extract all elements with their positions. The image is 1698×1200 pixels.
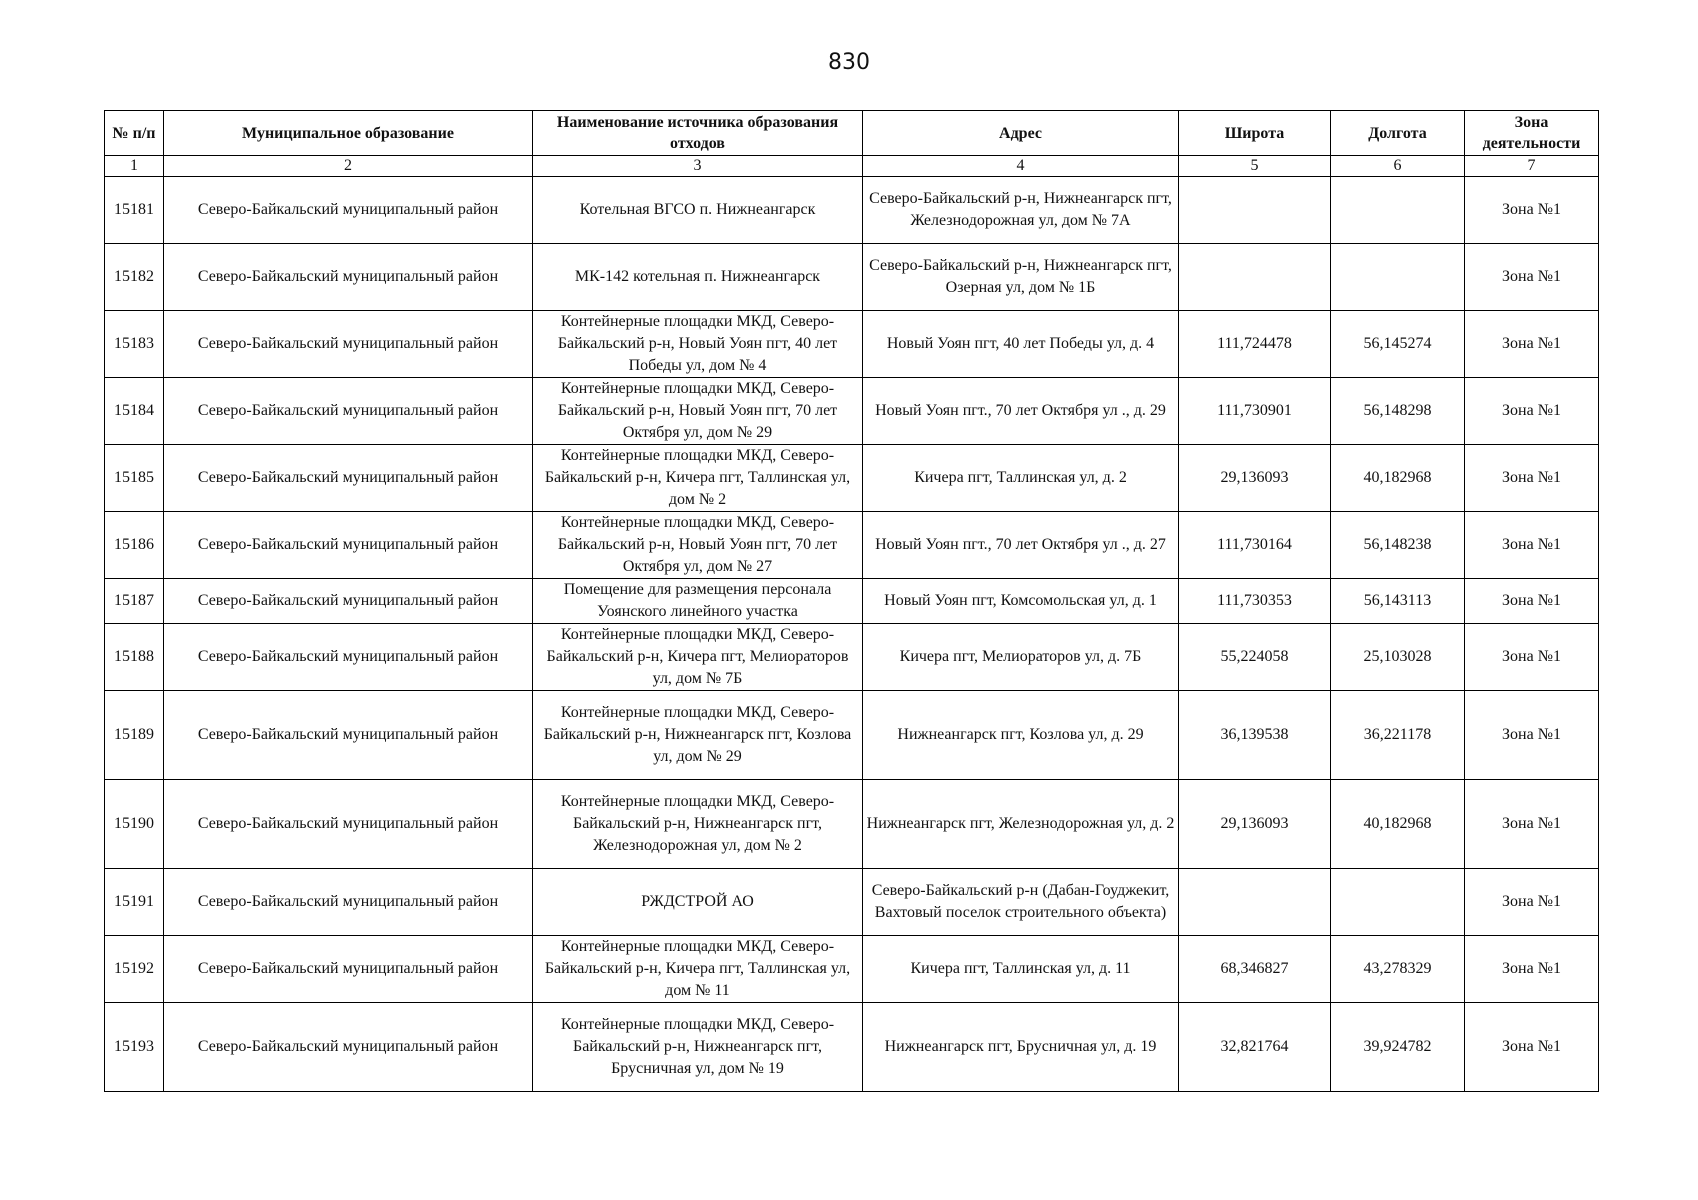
header-cell: Долгота bbox=[1331, 111, 1465, 156]
table-row bbox=[105, 624, 1599, 691]
municipality-cell: Северо-Байкальский муниципальный район bbox=[164, 936, 533, 1003]
header-cell: Адрес bbox=[863, 111, 1179, 156]
address-cell: Северо-Байкальский р-н, Нижнеангарск пгт, Озерная ул, дом № 1Б bbox=[863, 244, 1179, 311]
longitude-cell bbox=[1331, 244, 1465, 311]
latitude-cell: 55,224058 bbox=[1179, 624, 1331, 691]
municipality-cell: Северо-Байкальский муниципальный район bbox=[164, 624, 533, 691]
latitude-cell bbox=[1179, 177, 1331, 244]
municipality-cell: Северо-Байкальский муниципальный район bbox=[164, 780, 533, 869]
longitude-cell: 36,221178 bbox=[1331, 691, 1465, 780]
table-row bbox=[105, 512, 1599, 579]
municipality-cell: Северо-Байкальский муниципальный район bbox=[164, 579, 533, 624]
header-cell: Зона деятельности bbox=[1465, 111, 1599, 156]
latitude-cell: 111,724478 bbox=[1179, 311, 1331, 378]
waste-sources-table bbox=[104, 110, 1599, 1092]
zone-cell: Зона №1 bbox=[1465, 311, 1599, 378]
column-number: 6 bbox=[1331, 156, 1465, 177]
header-cell: Наименование источника образования отходов bbox=[533, 111, 863, 156]
row-number: 15192 bbox=[105, 936, 164, 1003]
table-row bbox=[105, 445, 1599, 512]
column-number: 1 bbox=[105, 156, 164, 177]
table-header-row bbox=[105, 111, 1599, 156]
latitude-cell bbox=[1179, 244, 1331, 311]
municipality-cell: Северо-Байкальский муниципальный район bbox=[164, 244, 533, 311]
column-number: 3 bbox=[533, 156, 863, 177]
source-cell: РЖДСТРОЙ АО bbox=[533, 869, 863, 936]
latitude-cell: 32,821764 bbox=[1179, 1003, 1331, 1092]
latitude-cell: 29,136093 bbox=[1179, 445, 1331, 512]
zone-cell: Зона №1 bbox=[1465, 869, 1599, 936]
column-number: 4 bbox=[863, 156, 1179, 177]
longitude-cell: 56,145274 bbox=[1331, 311, 1465, 378]
latitude-cell: 111,730353 bbox=[1179, 579, 1331, 624]
row-number: 15184 bbox=[105, 378, 164, 445]
column-number: 2 bbox=[164, 156, 533, 177]
address-cell: Кичера пгт, Таллинская ул, д. 11 bbox=[863, 936, 1179, 1003]
source-cell: Котельная ВГСО п. Нижнеангарск bbox=[533, 177, 863, 244]
zone-cell: Зона №1 bbox=[1465, 579, 1599, 624]
longitude-cell bbox=[1331, 869, 1465, 936]
row-number: 15181 bbox=[105, 177, 164, 244]
table-row bbox=[105, 780, 1599, 869]
source-cell: Контейнерные площадки МКД, Северо-Байкальский р-н, Кичера пгт, Таллинская ул, дом № 2 bbox=[533, 445, 863, 512]
source-cell: Контейнерные площадки МКД, Северо-Байкальский р-н, Нижнеангарск пгт, Брусничная ул, дом № 19 bbox=[533, 1003, 863, 1092]
table-row bbox=[105, 1003, 1599, 1092]
row-number: 15188 bbox=[105, 624, 164, 691]
source-cell: Контейнерные площадки МКД, Северо-Байкальский р-н, Новый Уоян пгт, 70 лет Октября ул, дом № 29 bbox=[533, 378, 863, 445]
longitude-cell: 56,148298 bbox=[1331, 378, 1465, 445]
row-number: 15183 bbox=[105, 311, 164, 378]
source-cell: Контейнерные площадки МКД, Северо-Байкальский р-н, Нижнеангарск пгт, Железнодорожная ул, дом № 2 bbox=[533, 780, 863, 869]
municipality-cell: Северо-Байкальский муниципальный район bbox=[164, 869, 533, 936]
address-cell: Новый Уоян пгт., 70 лет Октября ул ., д. 29 bbox=[863, 378, 1179, 445]
page-number: 830 bbox=[828, 50, 870, 75]
municipality-cell: Северо-Байкальский муниципальный район bbox=[164, 311, 533, 378]
municipality-cell: Северо-Байкальский муниципальный район bbox=[164, 445, 533, 512]
address-cell: Нижнеангарск пгт, Брусничная ул, д. 19 bbox=[863, 1003, 1179, 1092]
latitude-cell: 111,730901 bbox=[1179, 378, 1331, 445]
row-number: 15193 bbox=[105, 1003, 164, 1092]
latitude-cell: 111,730164 bbox=[1179, 512, 1331, 579]
longitude-cell: 25,103028 bbox=[1331, 624, 1465, 691]
longitude-cell bbox=[1331, 177, 1465, 244]
table-row bbox=[105, 936, 1599, 1003]
zone-cell: Зона №1 bbox=[1465, 780, 1599, 869]
municipality-cell: Северо-Байкальский муниципальный район bbox=[164, 177, 533, 244]
latitude-cell bbox=[1179, 869, 1331, 936]
table-row bbox=[105, 869, 1599, 936]
zone-cell: Зона №1 bbox=[1465, 936, 1599, 1003]
row-number: 15182 bbox=[105, 244, 164, 311]
table-row bbox=[105, 177, 1599, 244]
address-cell: Кичера пгт, Таллинская ул, д. 2 bbox=[863, 445, 1179, 512]
longitude-cell: 56,143113 bbox=[1331, 579, 1465, 624]
zone-cell: Зона №1 bbox=[1465, 512, 1599, 579]
zone-cell: Зона №1 bbox=[1465, 244, 1599, 311]
source-cell: Контейнерные площадки МКД, Северо-Байкальский р-н, Новый Уоян пгт, 70 лет Октября ул, дом № 27 bbox=[533, 512, 863, 579]
zone-cell: Зона №1 bbox=[1465, 177, 1599, 244]
address-cell: Нижнеангарск пгт, Железнодорожная ул, д. 2 bbox=[863, 780, 1179, 869]
address-cell: Новый Уоян пгт, Комсомольская ул, д. 1 bbox=[863, 579, 1179, 624]
source-cell: Контейнерные площадки МКД, Северо-Байкальский р-н, Кичера пгт, Таллинская ул, дом № 11 bbox=[533, 936, 863, 1003]
table-row bbox=[105, 579, 1599, 624]
municipality-cell: Северо-Байкальский муниципальный район bbox=[164, 691, 533, 780]
source-cell: Контейнерные площадки МКД, Северо-Байкальский р-н, Кичера пгт, Мелиораторов ул, дом № 7Б bbox=[533, 624, 863, 691]
row-number: 15190 bbox=[105, 780, 164, 869]
latitude-cell: 68,346827 bbox=[1179, 936, 1331, 1003]
address-cell: Северо-Байкальский р-н (Дабан-Гоуджекит, Вахтовый поселок строительного объекта) bbox=[863, 869, 1179, 936]
longitude-cell: 43,278329 bbox=[1331, 936, 1465, 1003]
column-number: 5 bbox=[1179, 156, 1331, 177]
latitude-cell: 29,136093 bbox=[1179, 780, 1331, 869]
row-number: 15191 bbox=[105, 869, 164, 936]
longitude-cell: 56,148238 bbox=[1331, 512, 1465, 579]
longitude-cell: 40,182968 bbox=[1331, 445, 1465, 512]
column-number-row bbox=[105, 156, 1599, 177]
address-cell: Северо-Байкальский р-н, Нижнеангарск пгт, Железнодорожная ул, дом № 7А bbox=[863, 177, 1179, 244]
municipality-cell: Северо-Байкальский муниципальный район bbox=[164, 1003, 533, 1092]
column-number: 7 bbox=[1465, 156, 1599, 177]
zone-cell: Зона №1 bbox=[1465, 378, 1599, 445]
row-number: 15187 bbox=[105, 579, 164, 624]
source-cell: Помещение для размещения персонала Уоянского линейного участка bbox=[533, 579, 863, 624]
zone-cell: Зона №1 bbox=[1465, 1003, 1599, 1092]
address-cell: Нижнеангарск пгт, Козлова ул, д. 29 bbox=[863, 691, 1179, 780]
zone-cell: Зона №1 bbox=[1465, 624, 1599, 691]
row-number: 15189 bbox=[105, 691, 164, 780]
source-cell: Контейнерные площадки МКД, Северо-Байкальский р-н, Новый Уоян пгт, 40 лет Победы ул, дом № 4 bbox=[533, 311, 863, 378]
header-cell: Широта bbox=[1179, 111, 1331, 156]
table-row bbox=[105, 691, 1599, 780]
address-cell: Новый Уоян пгт., 70 лет Октября ул ., д. 27 bbox=[863, 512, 1179, 579]
address-cell: Кичера пгт, Мелиораторов ул, д. 7Б bbox=[863, 624, 1179, 691]
row-number: 15186 bbox=[105, 512, 164, 579]
header-cell: № п/п bbox=[105, 111, 164, 156]
zone-cell: Зона №1 bbox=[1465, 445, 1599, 512]
source-cell: МК-142 котельная п. Нижнеангарск bbox=[533, 244, 863, 311]
header-cell: Муниципальное образование bbox=[164, 111, 533, 156]
source-cell: Контейнерные площадки МКД, Северо-Байкальский р-н, Нижнеангарск пгт, Козлова ул, дом № 29 bbox=[533, 691, 863, 780]
longitude-cell: 39,924782 bbox=[1331, 1003, 1465, 1092]
zone-cell: Зона №1 bbox=[1465, 691, 1599, 780]
table-row bbox=[105, 311, 1599, 378]
municipality-cell: Северо-Байкальский муниципальный район bbox=[164, 378, 533, 445]
row-number: 15185 bbox=[105, 445, 164, 512]
table-row bbox=[105, 244, 1599, 311]
municipality-cell: Северо-Байкальский муниципальный район bbox=[164, 512, 533, 579]
longitude-cell: 40,182968 bbox=[1331, 780, 1465, 869]
address-cell: Новый Уоян пгт, 40 лет Победы ул, д. 4 bbox=[863, 311, 1179, 378]
latitude-cell: 36,139538 bbox=[1179, 691, 1331, 780]
table-row bbox=[105, 378, 1599, 445]
